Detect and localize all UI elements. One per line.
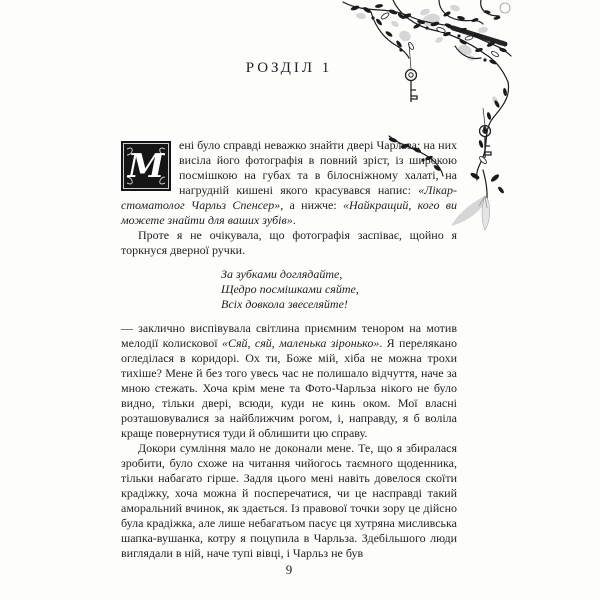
paragraph-text: ені було справді неважко знайти двері Чарльза: на них висіла його фотографія в повний зріст, із широкою посмішкою на губах та в білосніжному халаті, на нагрудній кишені якого красувався напис: «Лікар-стоматолог Чарльз Спенсер», а нижче: «Найкращий, кого ви можете знайти для ваших зубів». xyxy=(121,138,458,227)
chapter-heading: РОЗДІЛ 1 xyxy=(245,60,333,76)
paragraph: — заклично виспівувала світлина приємним тенором на мотив мелодії колискової «Сяй, сяй, маленька зіронько». Я перелякано огледілася в коридорі. Ох ти, Боже мій, хіба не можна трохи тихіше? Мене й без того увесь час не полишало відчуття, наче за мною стежать. Хоча крім мене та Фото-Чарльза нікого не було видно, тільки двері, всюди, куди не кинь оком. Мої власні розташовувалися за найближчим рогом, і, направду, я б воліла краще повернутися туди й облишити цю справу. xyxy=(121,321,457,440)
verse-block xyxy=(221,267,457,312)
paragraph-opening xyxy=(121,138,457,228)
text-block xyxy=(121,138,457,561)
drop-cap xyxy=(121,141,171,191)
paragraph: Проте я не очікувала, що фотографія заспіває, щойно я торкнуся дверної ручки. xyxy=(121,228,457,257)
page-number: 9 xyxy=(285,562,293,577)
verse-line: За зубками доглядайте, xyxy=(221,267,343,281)
verse-line: Всіх довкола звеселяйте! xyxy=(221,297,348,311)
drop-cap-letter: М xyxy=(127,145,165,185)
verse-line: Щедро посмішками сяйте, xyxy=(221,282,359,296)
paragraph: Докори сумління мало не доконали мене. Те, що я збиралася зробити, було схоже на читання чийогось таємного щоденника, тільки набагато гірше. Задля цього мені навіть довелося скоїти крадіжку, хоча можна й посперечатися, чи це насправді такий аморальний вчинок, як здається. Із правової точки зору це дійсно була крадіжка, але лише небагатьом пасує ця хутряна мисливська шапка-вушанка, котру я поцупила в Чарльза. Здебільшого люди виглядали в ній, наче тупі вівці, і Чарльз не був xyxy=(121,441,457,560)
